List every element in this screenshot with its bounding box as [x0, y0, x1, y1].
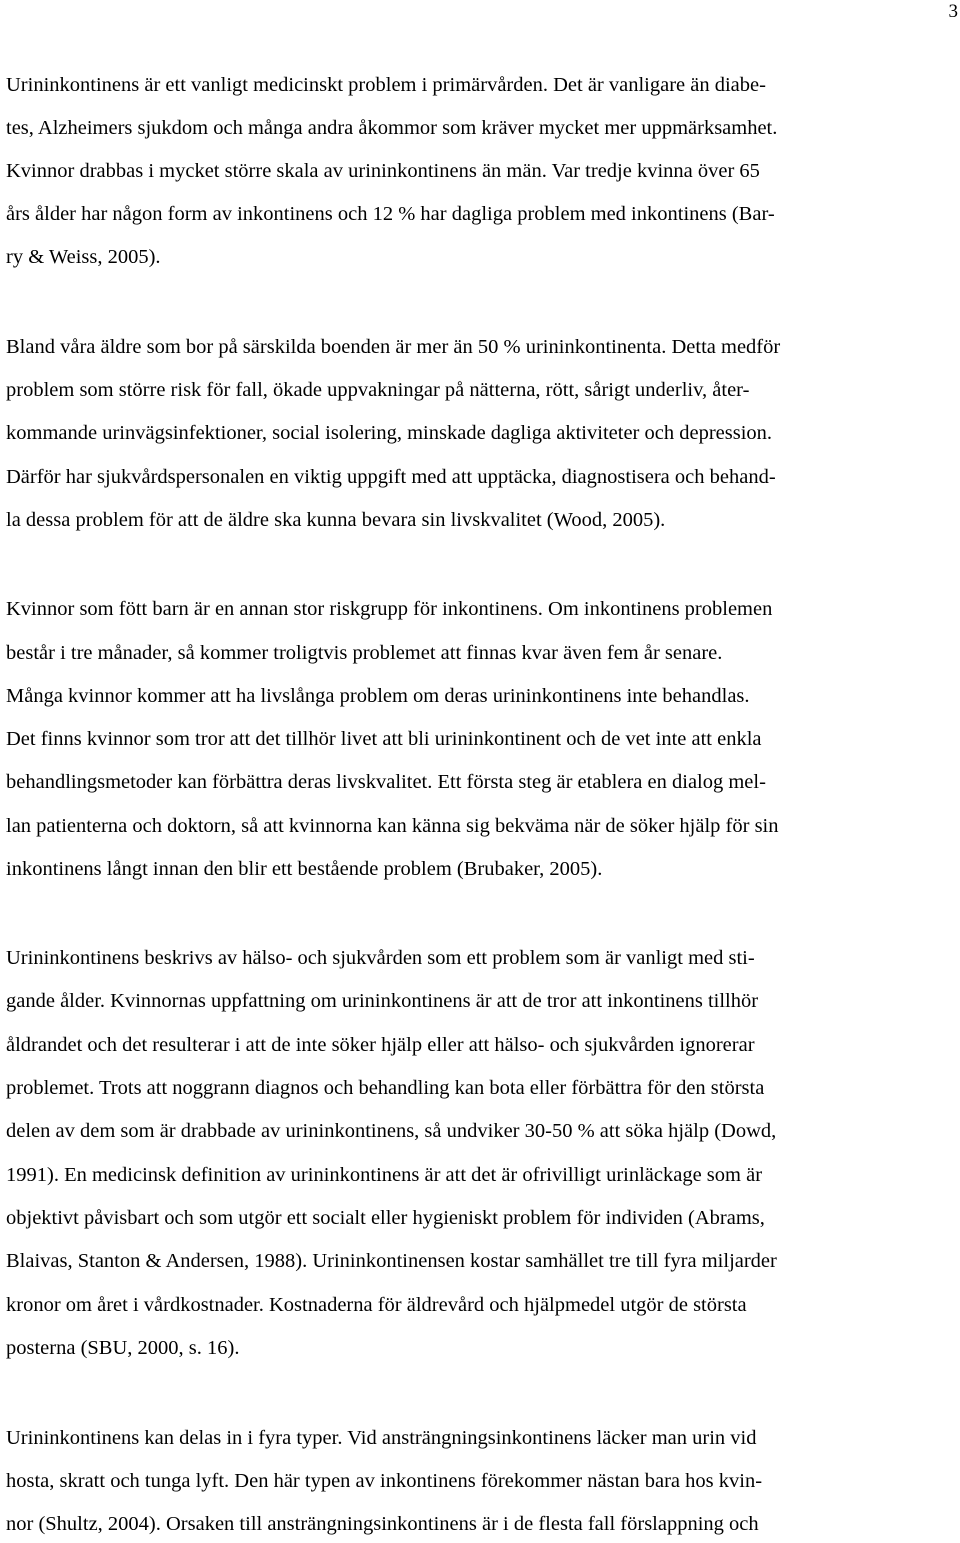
text-line: Kvinnor som fött barn är en annan stor riskgrupp för inkontinens. Om inkontinens problemen — [6, 598, 773, 620]
text-line: lan patienterna och doktorn, så att kvinnorna kan känna sig bekväma när de söker hjälp för sin — [6, 815, 779, 837]
text-line: problem som större risk för fall, ökade uppvakningar på nätterna, rött, sårigt underliv, åter- — [6, 379, 750, 401]
text-line: Kvinnor drabbas i mycket större skala av urininkontinens än män. Var tredje kvinna över 65 — [6, 160, 760, 182]
text-line: Många kvinnor kommer att ha livslånga problem om deras urininkontinens inte behandlas. — [6, 685, 750, 707]
text-line: Blaivas, Stanton & Andersen, 1988). Urininkontinensen kostar samhället tre till fyra miljarder — [6, 1250, 777, 1272]
text-line: kronor om året i vårdkostnader. Kostnaderna för äldrevård och hjälpmedel utgör de största — [6, 1294, 747, 1316]
text-line: problemet. Trots att noggrann diagnos och behandling kan bota eller förbättra för den största — [6, 1077, 765, 1099]
text-line: nor (Shultz, 2004). Orsaken till ansträngningsinkontinens är i de flesta fall förslappning och — [6, 1513, 759, 1535]
text-line: Därför har sjukvårdspersonalen en viktig uppgift med att upptäcka, diagnostisera och behand- — [6, 466, 776, 488]
text-line: Bland våra äldre som bor på särskilda boenden är mer än 50 % urininkontinenta. Detta medför — [6, 336, 781, 358]
text-line: Urininkontinens är ett vanligt medicinskt problem i primärvården. Det är vanligare än diabe- — [6, 74, 766, 96]
text-line: behandlingsmetoder kan förbättra deras livskvalitet. Ett första steg är etablera en dialog mel- — [6, 771, 766, 793]
text-line: gande ålder. Kvinnornas uppfattning om urininkontinens är att de tror att inkontinens tillhör — [6, 990, 759, 1012]
text-line: åldrandet och det resulterar i att de inte söker hjälp eller att hälso- och sjukvården ignorerar — [6, 1034, 755, 1056]
text-line: Det finns kvinnor som tror att det tillhör livet att bli urininkontinent och de vet inte att enkla — [6, 728, 762, 750]
text-line: tes, Alzheimers sjukdom och många andra åkommor som kräver mycket mer uppmärksamhet. — [6, 117, 778, 139]
text-line: delen av dem som är drabbade av urininkontinens, så undviker 30-50 % att söka hjälp (Dowd, — [6, 1120, 777, 1142]
text-line: hosta, skratt och tunga lyft. Den här typen av inkontinens förekommer nästan bara hos kvin- — [6, 1470, 763, 1492]
text-line: ry & Weiss, 2005). — [6, 246, 161, 268]
text-line: års ålder har någon form av inkontinens och 12 % har dagliga problem med inkontinens (Bar- — [6, 203, 775, 225]
text-line: la dessa problem för att de äldre ska kunna bevara sin livskvalitet (Wood, 2005). — [6, 509, 666, 531]
text-line: Urininkontinens beskrivs av hälso- och sjukvården som ett problem som är vanligt med sti- — [6, 947, 755, 969]
text-line: kommande urinvägsinfektioner, social isolering, minskade dagliga aktiviteter och depression. — [6, 422, 773, 444]
page-number: 3 — [948, 1, 958, 22]
text-line: består i tre månader, så kommer troligtvis problemet att finnas kvar även fem år senare. — [6, 642, 723, 664]
text-line: inkontinens långt innan den blir ett bestående problem (Brubaker, 2005). — [6, 858, 603, 880]
text-line: Urininkontinens kan delas in i fyra typer. Vid ansträngningsinkontinens läcker man urin vid — [6, 1427, 757, 1449]
text-line: posterna (SBU, 2000, s. 16). — [6, 1337, 240, 1359]
text-line: 1991). En medicinsk definition av urininkontinens är att det är ofrivilligt urinläckage som är — [6, 1164, 763, 1186]
text-line: objektivt påvisbart och som utgör ett socialt eller hygieniskt problem för individen (Abrams, — [6, 1207, 765, 1229]
